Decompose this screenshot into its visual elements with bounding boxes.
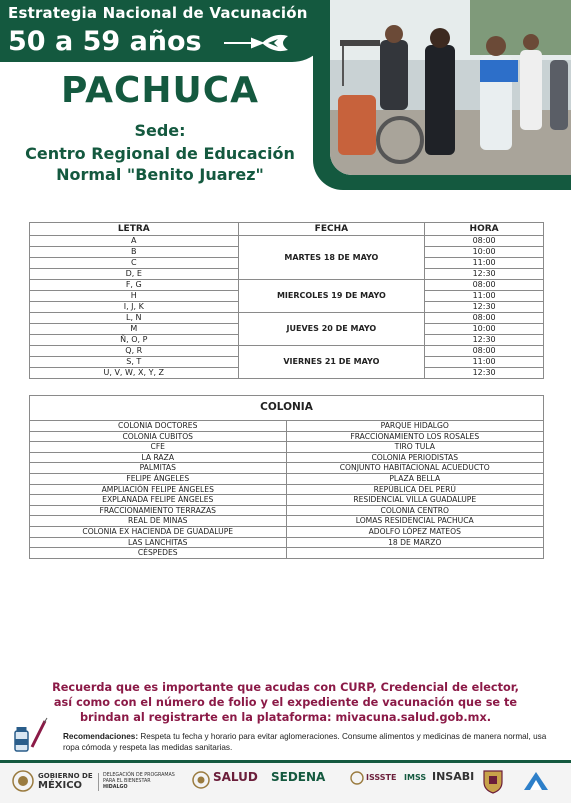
colonia-right-cell: PLAZA BELLA <box>286 473 544 484</box>
time-cell: 11:00 <box>425 357 544 368</box>
time-cell: 11:00 <box>425 291 544 302</box>
colonia-right-cell: LOMAS RESIDENCIAL PACHUCA <box>286 516 544 527</box>
colonia-right-cell: TIRO TULA <box>286 442 544 453</box>
time-cell: 08:00 <box>425 280 544 291</box>
time-cell: 08:00 <box>425 346 544 357</box>
reminder-line-1: Recuerda que es importante que acudas con CURP, Credencial de elector, <box>52 681 519 694</box>
date-cell: MIERCOLES 19 DE MAYO <box>238 280 425 313</box>
table-row <box>30 463 544 474</box>
reminder-line-2: así como con el número de folio y el expediente de vacunación que se te <box>53 696 518 709</box>
colonia-left-cell: LA RAZA <box>30 452 287 463</box>
letter-cell: L, N <box>30 313 239 324</box>
date-cell: VIERNES 21 DE MAYO <box>238 346 425 379</box>
letter-cell: U, V, W, X, Y, Z <box>30 368 239 379</box>
delegacion-text: DELEGACIÓN DE PROGRAMAS PARA EL BIENESTAR <box>103 773 175 784</box>
time-cell: 11:00 <box>425 258 544 269</box>
time-cell: 08:00 <box>425 236 544 247</box>
letter-cell: A <box>30 236 239 247</box>
delegacion-state: HIDALGO <box>103 785 128 790</box>
table-row <box>30 516 544 527</box>
recommendations-label: Recomendaciones: <box>63 732 139 741</box>
letter-cell: S, T <box>30 357 239 368</box>
colonia-right-cell: COLONIA CENTRO <box>286 505 544 516</box>
colonia-left-cell: PALMITAS <box>30 463 287 474</box>
table-row <box>30 236 544 247</box>
table-row <box>30 473 544 484</box>
vaccination-site-photo <box>330 0 571 175</box>
letter-cell: Ñ, O, P <box>30 335 239 346</box>
imss-logo: IMSS <box>404 773 427 782</box>
insabi-logo: INSABI <box>432 770 475 783</box>
servicios-salud-hidalgo-icon <box>518 768 554 794</box>
date-cell: MARTES 18 DE MAYO <box>238 236 425 280</box>
salud-logo: SALUD <box>213 770 258 784</box>
gob-line-2: MÉXICO <box>38 780 83 791</box>
colonias-body <box>30 421 544 559</box>
table-row <box>30 548 544 559</box>
colonias-header: COLONIA <box>30 396 544 421</box>
colonia-right-cell: ADOLFO LÓPEZ MATEOS <box>286 526 544 537</box>
table-row <box>30 421 544 432</box>
table-row <box>30 526 544 537</box>
delegacion-logo <box>103 773 185 791</box>
sedena-logo: SEDENA <box>271 770 326 784</box>
colonia-left-cell: COLONIA DOCTORES <box>30 421 287 432</box>
colonias-table <box>29 395 544 559</box>
colonia-left-cell: COLONIA CUBITOS <box>30 431 287 442</box>
letter-cell: B <box>30 247 239 258</box>
colonia-left-cell: CFE <box>30 442 287 453</box>
hidalgo-shield-icon <box>480 768 506 794</box>
issste-logo: ISSSTE <box>366 773 397 782</box>
colonia-right-cell: PARQUE HIDALGO <box>286 421 544 432</box>
time-cell: 12:30 <box>425 368 544 379</box>
table-row <box>30 346 544 357</box>
colonia-left-cell: EXPLANADA FELIPE ÁNGELES <box>30 495 287 506</box>
time-cell: 12:30 <box>425 302 544 313</box>
colonia-left-cell: REAL DE MINAS <box>30 516 287 527</box>
reminder-line-3: brindan al registrarte en la plataforma: mivacuna.salud.gob.mx. <box>79 711 492 724</box>
colonia-left-cell: AMPLIACIÓN FELIPE ÁNGELES <box>30 484 287 495</box>
date-header: FECHA <box>238 223 425 236</box>
vaccine-vial-icon <box>12 717 48 753</box>
colonia-left-cell: COLONIA EX HACIENDA DE GUADALUPE <box>30 526 287 537</box>
letter-cell: I, J, K <box>30 302 239 313</box>
colonia-right-cell: FRACCIONAMIENTO LOS ROSALES <box>286 431 544 442</box>
gobierno-mexico-logo <box>38 772 93 790</box>
colonia-left-cell: LAS LANCHITAS <box>30 537 287 548</box>
table-row <box>30 442 544 453</box>
colonia-right-cell: CONJUNTO HABITACIONAL ACUEDUCTO <box>286 463 544 474</box>
colonia-left-cell: CÉSPEDES <box>30 548 287 559</box>
age-range: 50 a 59 años <box>8 26 202 57</box>
schedule-table <box>29 222 544 379</box>
sede-label: Sede: <box>134 121 186 140</box>
letter-cell: M <box>30 324 239 335</box>
letter-cell: D, E <box>30 269 239 280</box>
recommendations <box>63 731 563 753</box>
venue-line-1: Centro Regional de Educación <box>25 144 295 163</box>
city-name: PACHUCA <box>60 70 259 111</box>
table-row <box>30 452 544 463</box>
colonia-right-cell: 18 DE MARZO <box>286 537 544 548</box>
salud-seal-icon <box>192 771 210 789</box>
table-row <box>30 280 544 291</box>
table-row <box>30 313 544 324</box>
time-cell: 10:00 <box>425 247 544 258</box>
colonia-right-cell: REPÚBLICA DEL PERÚ <box>286 484 544 495</box>
date-cell: JUEVES 20 DE MAYO <box>238 313 425 346</box>
schedule-header-row <box>30 223 544 236</box>
colonia-right-cell: RESIDENCIAL VILLA GUADALUPE <box>286 495 544 506</box>
footer-divider <box>98 773 99 791</box>
table-row <box>30 431 544 442</box>
time-cell: 12:30 <box>425 335 544 346</box>
venue-name <box>0 143 320 185</box>
letter-header: LETRA <box>30 223 239 236</box>
campaign-title: Estrategia Nacional de Vacunación <box>8 4 308 22</box>
colonia-left-cell: FELIPE ÁNGELES <box>30 473 287 484</box>
time-cell: 10:00 <box>425 324 544 335</box>
header-banner <box>0 0 330 62</box>
recommendations-text: Respeta tu fecha y horario para evitar aglomeraciones. Consume alimentos y medicinas de manera normal, usa ropa cómoda y respeta las medidas sanitarias. <box>63 732 547 752</box>
colonia-right-cell: COLONIA PERIODISTAS <box>286 452 544 463</box>
table-row <box>30 537 544 548</box>
table-row <box>30 505 544 516</box>
vaccination-campaign-logo <box>222 30 290 56</box>
time-cell: 12:30 <box>425 269 544 280</box>
issste-seal-icon <box>350 771 364 785</box>
venue-line-2: Normal "Benito Juarez" <box>56 165 264 184</box>
table-row <box>30 495 544 506</box>
reminder-text <box>6 680 565 725</box>
letter-cell: Q, R <box>30 346 239 357</box>
letter-cell: H <box>30 291 239 302</box>
time-cell: 08:00 <box>425 313 544 324</box>
letter-cell: F, G <box>30 280 239 291</box>
time-header: HORA <box>425 223 544 236</box>
colonia-right-cell <box>286 548 544 559</box>
national-seal-icon <box>12 770 34 792</box>
gob-line-1: GOBIERNO DE <box>38 772 93 780</box>
letter-cell: C <box>30 258 239 269</box>
table-row <box>30 484 544 495</box>
colonia-left-cell: FRACCIONAMIENTO TERRAZAS <box>30 505 287 516</box>
colonias-header-row <box>30 396 544 421</box>
